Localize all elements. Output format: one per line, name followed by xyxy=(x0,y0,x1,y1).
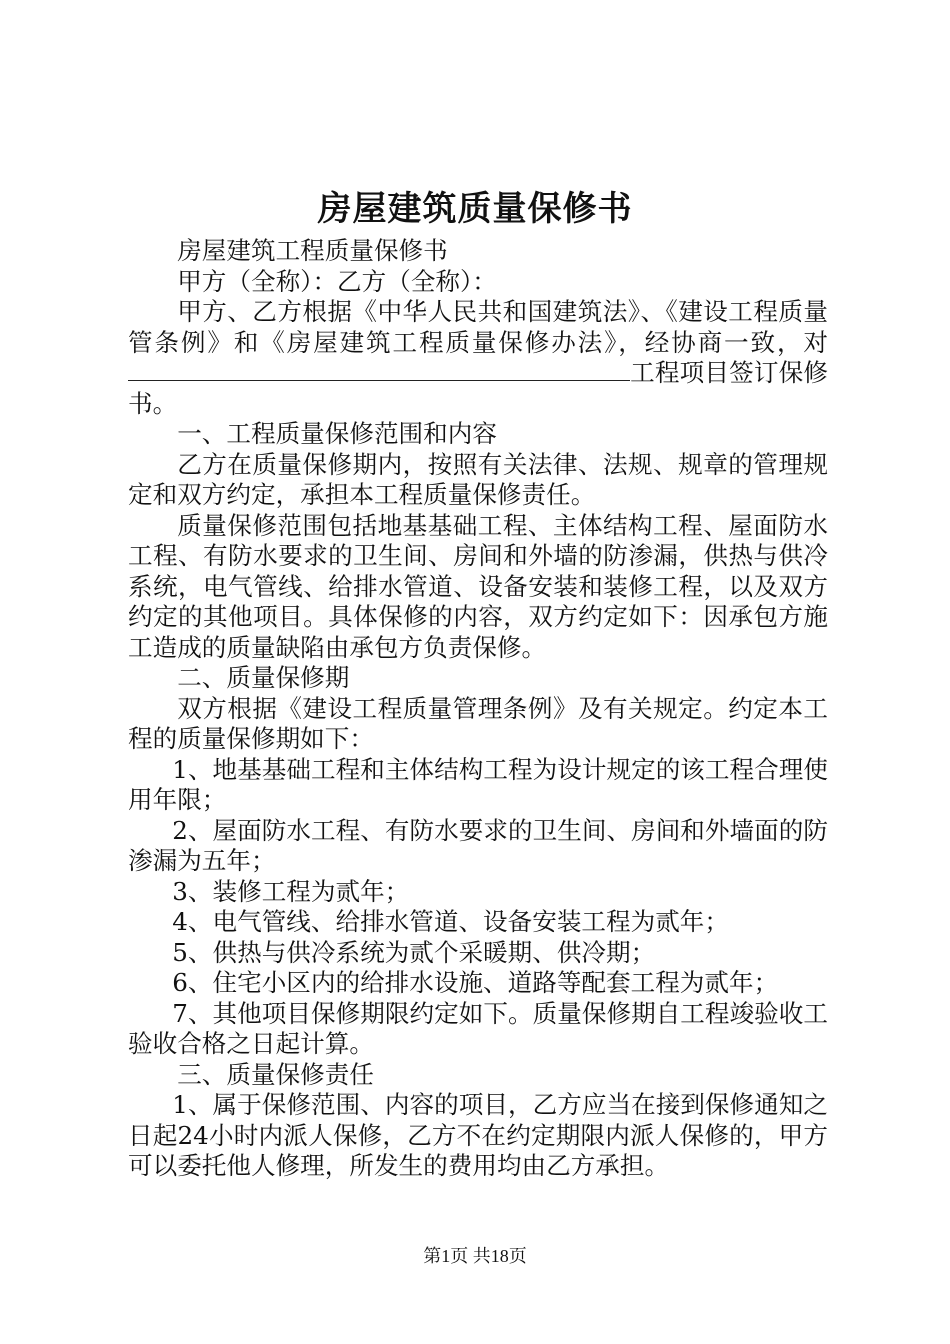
section-heading-1: 一、工程质量保修范围和内容 xyxy=(177,419,497,448)
subtitle-paragraph: 房屋建筑工程质量保修书 xyxy=(177,236,448,265)
list-item-7: 7、其他项目保修期限约定如下。质量保修期自工程竣验收工验收合格之日起计算。 xyxy=(128,998,828,1058)
list-item-4: 4、电气管线、给排水管道、设备安装工程为贰年； xyxy=(172,907,729,936)
basis-tail-text: 工程项目签订保修书。 xyxy=(128,358,828,418)
document-body xyxy=(128,236,828,1182)
paragraph-scope: 质量保修范围包括地基基础工程、主体结构工程、屋面防水工程、有防水要求的卫生间、房间和外墙的防渗漏，供热与供冷系统，电气管线、给排水管道、设备安装和装修工程，以及双方约定的其他项目。具体保修的内容，双方约定如下：因承包方施工造成的质量缺陷由承包方负责保修。 xyxy=(128,510,828,662)
page-number-footer: 第1页 共18页 xyxy=(423,1246,527,1266)
list-item-3: 3、装修工程为贰年； xyxy=(172,876,410,906)
list-item-1: 1、地基基础工程和主体结构工程为设计规定的该工程合理使用年限； xyxy=(128,754,828,814)
list-item-2: 2、屋面防水工程、有防水要求的卫生间、房间和外墙面的防渗漏为五年； xyxy=(128,815,828,875)
basis-text: 甲方、乙方根据《中华人民共和国建筑法》、《建设工程质量管条例》和《房屋建筑工程质量保修办法》，经协商一致， xyxy=(128,297,828,357)
parties-paragraph: 甲方（全称）：乙方（全称）： xyxy=(177,266,497,296)
document-title: 房屋建筑质量保修书 xyxy=(317,189,633,229)
project-name-blank xyxy=(128,358,630,381)
section-heading-2: 二、质量保修期 xyxy=(177,663,350,692)
paragraph-period-intro: 双方根据《建设工程质量管理条例》及有关规定。约定本工程的质量保修期如下： xyxy=(128,693,828,753)
blank-prefix: 对 xyxy=(803,327,828,357)
list-item-5: 5、供热与供冷系统为贰个采暖期、供冷期； xyxy=(172,937,656,967)
list-item-6: 6、住宅小区内的给排水设施、道路等配套工程为贰年； xyxy=(172,968,779,997)
section-heading-3: 三、质量保修责任 xyxy=(177,1059,374,1089)
basis-paragraph xyxy=(128,297,828,419)
list-item-responsibility-1: 1、属于保修范围、内容的项目，乙方应当在接到保修通知之日起24小时内派人保修，乙方不在约定期限内派人保修的，甲方可以委托他人修理，所发生的费用均由乙方承担。 xyxy=(128,1090,828,1180)
paragraph-responsibility: 乙方在质量保修期内，按照有关法律、法规、规章的管理规定和双方约定，承担本工程质量保修责任。 xyxy=(128,449,828,509)
